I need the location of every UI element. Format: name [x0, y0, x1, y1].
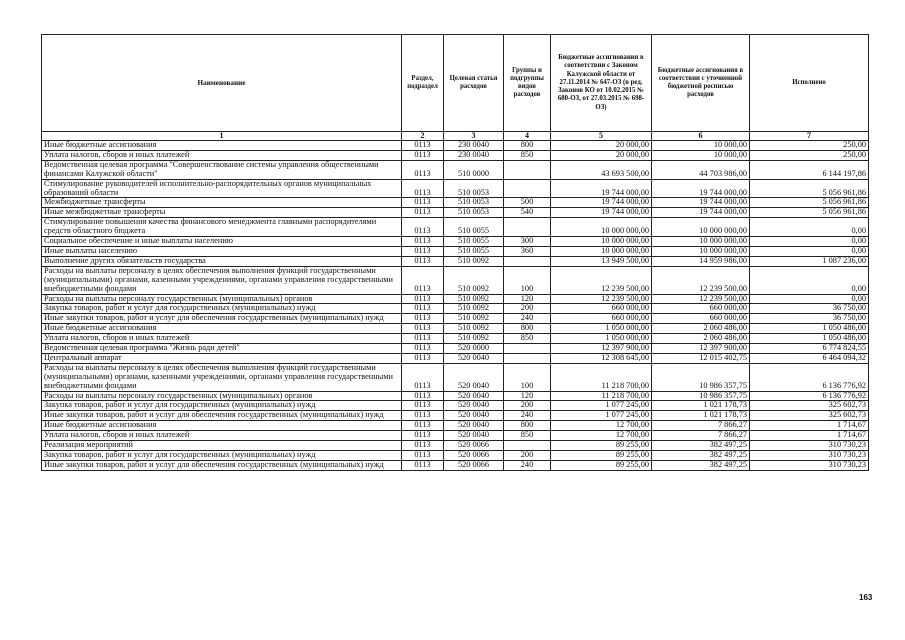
table-row: [42, 441, 869, 451]
row-group: 800: [504, 421, 551, 431]
column-number: 2: [402, 132, 444, 141]
row-name: Иные межбюджетные трансферты: [42, 208, 402, 218]
row-refined-amount: 12 239 500,00: [652, 294, 750, 304]
row-executed-amount: 6 136 776,92: [750, 391, 869, 401]
row-section: 0113: [402, 353, 444, 363]
row-name: Иные закупки товаров, работ и услуг для обеспечения государственных (муниципальных) нужд: [42, 314, 402, 324]
row-name: Социальное обеспечение и иные выплаты населению: [42, 237, 402, 247]
row-refined-amount: 10 000,00: [652, 150, 750, 160]
row-law-amount: 10 000 000,00: [551, 237, 652, 247]
column-number: 3: [444, 132, 504, 141]
row-law-amount: 660 000,00: [551, 314, 652, 324]
row-target: 510 0092: [444, 256, 504, 266]
row-group: 200: [504, 451, 551, 461]
row-section: 0113: [402, 421, 444, 431]
row-executed-amount: 1 714,67: [750, 421, 869, 431]
row-refined-amount: 2 060 486,00: [652, 324, 750, 334]
row-name: Центральный аппарат: [42, 353, 402, 363]
row-refined-amount: 10 000 000,00: [652, 218, 750, 237]
table-row: [42, 421, 869, 431]
row-group: 850: [504, 431, 551, 441]
header-law-allocations: Бюджетные ассигнования в соответствии с Законом Калужской области от 27.11.2014 № 647-ОЗ (в ред. Законов КО от 10.02.2015 № 680-ОЗ, от 27.03.2015 № 698-ОЗ): [551, 35, 652, 132]
row-executed-amount: 6 136 776,92: [750, 363, 869, 391]
row-section: 0113: [402, 246, 444, 256]
row-executed-amount: 310 730,23: [750, 460, 869, 470]
table-row: [42, 401, 869, 411]
row-name: Ведомственная целевая программа "Совершенствование системы управления общественными финансами Калужской области": [42, 160, 402, 179]
row-target: 520 0066: [444, 441, 504, 451]
row-refined-amount: 10 986 357,75: [652, 391, 750, 401]
column-number: 6: [652, 132, 750, 141]
row-section: 0113: [402, 198, 444, 208]
row-executed-amount: 5 056 961,86: [750, 208, 869, 218]
row-name: Закупка товаров, работ и услуг для государственных (муниципальных) нужд: [42, 451, 402, 461]
row-executed-amount: 250,00: [750, 150, 869, 160]
row-executed-amount: 1 714,67: [750, 431, 869, 441]
row-law-amount: 12 700,00: [551, 421, 652, 431]
table-row: [42, 411, 869, 421]
header-group: Группы и подгруппы видов расходов: [504, 35, 551, 132]
table-header-row: [42, 35, 869, 132]
row-name: Ведомственная целевая программа "Жизнь ради детей": [42, 344, 402, 354]
row-law-amount: 43 693 500,00: [551, 160, 652, 179]
row-law-amount: 1 077 245,00: [551, 401, 652, 411]
row-group: [504, 160, 551, 179]
row-refined-amount: 7 866,27: [652, 431, 750, 441]
row-name: Стимулирование руководителей исполнительно-распорядительных органов муниципальных образований области: [42, 179, 402, 198]
row-executed-amount: 1 050 486,00: [750, 334, 869, 344]
table-row: [42, 391, 869, 401]
row-target: 230 0040: [444, 141, 504, 151]
row-target: 510 0053: [444, 179, 504, 198]
row-group: 100: [504, 363, 551, 391]
row-section: 0113: [402, 314, 444, 324]
row-target: 520 0040: [444, 431, 504, 441]
table-row: [42, 324, 869, 334]
row-group: 540: [504, 208, 551, 218]
row-name: Уплата налогов, сборов и иных платежей: [42, 334, 402, 344]
row-name: Уплата налогов, сборов и иных платежей: [42, 150, 402, 160]
column-number-row: [42, 132, 869, 141]
row-refined-amount: 44 703 986,00: [652, 160, 750, 179]
row-refined-amount: 10 986 357,75: [652, 363, 750, 391]
row-name: Расходы на выплаты персоналу государственных (муниципальных) органов: [42, 294, 402, 304]
row-executed-amount: 1 087 236,00: [750, 256, 869, 266]
row-section: 0113: [402, 160, 444, 179]
table-row: [42, 451, 869, 461]
row-group: 100: [504, 266, 551, 294]
row-refined-amount: 382 497,25: [652, 441, 750, 451]
row-refined-amount: 10 000 000,00: [652, 237, 750, 247]
row-group: 850: [504, 334, 551, 344]
row-section: 0113: [402, 451, 444, 461]
header-section: Раздел, подраздел: [402, 35, 444, 132]
row-group: 360: [504, 246, 551, 256]
row-target: 520 0066: [444, 451, 504, 461]
row-section: 0113: [402, 179, 444, 198]
row-law-amount: 89 255,00: [551, 451, 652, 461]
row-executed-amount: 0,00: [750, 218, 869, 237]
row-name: Расходы на выплаты персоналу в целях обеспечения выполнения функций государственными (муниципальными) органами, казенными учреждениями, органами управления государственными внебюджетными фондами: [42, 266, 402, 294]
row-executed-amount: 0,00: [750, 246, 869, 256]
row-refined-amount: 7 866,27: [652, 421, 750, 431]
table-row: [42, 431, 869, 441]
row-refined-amount: 12 397 900,00: [652, 344, 750, 354]
row-refined-amount: 382 497,25: [652, 460, 750, 470]
row-executed-amount: 310 730,23: [750, 441, 869, 451]
row-name: Закупка товаров, работ и услуг для государственных (муниципальных) нужд: [42, 304, 402, 314]
row-law-amount: 10 000 000,00: [551, 246, 652, 256]
row-section: 0113: [402, 237, 444, 247]
row-law-amount: 89 255,00: [551, 441, 652, 451]
row-target: 510 0000: [444, 160, 504, 179]
row-name: Иные бюджетные ассигнования: [42, 324, 402, 334]
table-row: [42, 304, 869, 314]
row-executed-amount: 250,00: [750, 141, 869, 151]
header-refined-allocations: Бюджетные ассигнования в соответствии с уточненной бюджетной росписью расходов: [652, 35, 750, 132]
row-executed-amount: 6 144 197,86: [750, 160, 869, 179]
budget-table: [41, 34, 869, 471]
table-row: [42, 294, 869, 304]
row-target: 510 0055: [444, 218, 504, 237]
row-executed-amount: 36 750,00: [750, 314, 869, 324]
table-row: [42, 150, 869, 160]
row-law-amount: 10 000 000,00: [551, 218, 652, 237]
row-section: 0113: [402, 441, 444, 451]
row-law-amount: 19 744 000,00: [551, 208, 652, 218]
row-group: 500: [504, 198, 551, 208]
row-target: 510 0053: [444, 208, 504, 218]
row-target: 520 0066: [444, 460, 504, 470]
row-target: 510 0092: [444, 304, 504, 314]
page-number: 163: [859, 593, 873, 602]
row-law-amount: 1 050 000,00: [551, 334, 652, 344]
row-law-amount: 20 000,00: [551, 141, 652, 151]
row-refined-amount: 14 959 986,00: [652, 256, 750, 266]
row-name: Реализация мероприятий: [42, 441, 402, 451]
row-law-amount: 1 077 245,00: [551, 411, 652, 421]
table-row: [42, 344, 869, 354]
row-law-amount: 12 239 500,00: [551, 266, 652, 294]
row-section: 0113: [402, 401, 444, 411]
row-refined-amount: 19 744 000,00: [652, 179, 750, 198]
row-law-amount: 19 744 000,00: [551, 198, 652, 208]
row-group: 240: [504, 460, 551, 470]
table-row: [42, 198, 869, 208]
row-target: 510 0092: [444, 324, 504, 334]
table-row: [42, 353, 869, 363]
row-executed-amount: 1 050 486,00: [750, 324, 869, 334]
row-target: 510 0092: [444, 266, 504, 294]
row-name: Иные бюджетные ассигнования: [42, 421, 402, 431]
row-target: 510 0053: [444, 198, 504, 208]
row-name: Иные бюджетные ассигнования: [42, 141, 402, 151]
row-section: 0113: [402, 208, 444, 218]
row-section: 0113: [402, 294, 444, 304]
column-number: 7: [750, 132, 869, 141]
row-refined-amount: 12 239 500,00: [652, 266, 750, 294]
row-section: 0113: [402, 218, 444, 237]
row-name: Уплата налогов, сборов и иных платежей: [42, 431, 402, 441]
row-executed-amount: 0,00: [750, 294, 869, 304]
row-target: 230 0040: [444, 150, 504, 160]
row-law-amount: 1 050 000,00: [551, 324, 652, 334]
header-target: Целевая статья расходов: [444, 35, 504, 132]
table-row: [42, 363, 869, 391]
row-law-amount: 89 255,00: [551, 460, 652, 470]
row-section: 0113: [402, 266, 444, 294]
row-group: 120: [504, 294, 551, 304]
row-name: Межбюджетные трансферты: [42, 198, 402, 208]
row-executed-amount: 6 774 824,55: [750, 344, 869, 354]
row-law-amount: 19 744 000,00: [551, 179, 652, 198]
row-group: 800: [504, 324, 551, 334]
row-group: 300: [504, 237, 551, 247]
row-executed-amount: 0,00: [750, 237, 869, 247]
row-section: 0113: [402, 363, 444, 391]
column-number: 1: [42, 132, 402, 141]
row-executed-amount: 5 056 961,86: [750, 198, 869, 208]
row-target: 510 0092: [444, 334, 504, 344]
row-refined-amount: 19 744 000,00: [652, 208, 750, 218]
row-section: 0113: [402, 304, 444, 314]
table-row: [42, 160, 869, 179]
row-target: 520 0040: [444, 353, 504, 363]
row-section: 0113: [402, 431, 444, 441]
row-executed-amount: 325 602,73: [750, 401, 869, 411]
budget-report-sheet: [41, 34, 868, 471]
row-law-amount: 12 700,00: [551, 431, 652, 441]
row-law-amount: 11 218 700,00: [551, 391, 652, 401]
row-target: 510 0092: [444, 294, 504, 304]
row-refined-amount: 660 000,00: [652, 314, 750, 324]
row-executed-amount: 5 056 961,86: [750, 179, 869, 198]
row-section: 0113: [402, 411, 444, 421]
row-target: 520 0040: [444, 401, 504, 411]
row-name: Расходы на выплаты персоналу государственных (муниципальных) органов: [42, 391, 402, 401]
row-group: 850: [504, 150, 551, 160]
row-target: 520 0040: [444, 363, 504, 391]
table-row: [42, 218, 869, 237]
row-refined-amount: 12 015 402,75: [652, 353, 750, 363]
row-target: 510 0055: [444, 246, 504, 256]
row-section: 0113: [402, 324, 444, 334]
row-law-amount: 12 239 500,00: [551, 294, 652, 304]
row-group: [504, 353, 551, 363]
row-refined-amount: 1 021 178,73: [652, 401, 750, 411]
table-row: [42, 179, 869, 198]
row-refined-amount: 19 744 000,00: [652, 198, 750, 208]
row-executed-amount: 325 602,73: [750, 411, 869, 421]
column-number: 4: [504, 132, 551, 141]
row-section: 0113: [402, 150, 444, 160]
row-target: 520 0000: [444, 344, 504, 354]
column-number: 5: [551, 132, 652, 141]
table-row: [42, 460, 869, 470]
row-law-amount: 660 000,00: [551, 304, 652, 314]
row-law-amount: 12 397 900,00: [551, 344, 652, 354]
row-name: Закупка товаров, работ и услуг для государственных (муниципальных) нужд: [42, 401, 402, 411]
row-law-amount: 13 949 500,00: [551, 256, 652, 266]
row-group: [504, 441, 551, 451]
table-row: [42, 141, 869, 151]
row-law-amount: 11 218 700,00: [551, 363, 652, 391]
row-refined-amount: 2 060 486,00: [652, 334, 750, 344]
row-executed-amount: 36 750,00: [750, 304, 869, 314]
row-name: Иные закупки товаров, работ и услуг для обеспечения государственных (муниципальных) нужд: [42, 460, 402, 470]
row-group: 120: [504, 391, 551, 401]
row-section: 0113: [402, 334, 444, 344]
row-target: 520 0040: [444, 411, 504, 421]
header-executed: Исполнено: [750, 35, 869, 132]
table-row: [42, 266, 869, 294]
row-group: 240: [504, 314, 551, 324]
row-group: [504, 179, 551, 198]
row-section: 0113: [402, 460, 444, 470]
row-target: 510 0092: [444, 314, 504, 324]
row-law-amount: 20 000,00: [551, 150, 652, 160]
row-group: [504, 344, 551, 354]
table-row: [42, 208, 869, 218]
row-name: Стимулирование повышения качества финансового менеджмента главными распорядителями средств областного бюджета: [42, 218, 402, 237]
row-target: 520 0040: [444, 391, 504, 401]
row-executed-amount: 6 464 094,32: [750, 353, 869, 363]
row-group: [504, 218, 551, 237]
header-name: Наименование: [42, 35, 402, 132]
table-row: [42, 246, 869, 256]
table-row: [42, 256, 869, 266]
table-row: [42, 237, 869, 247]
row-refined-amount: 1 021 178,73: [652, 411, 750, 421]
row-name: Расходы на выплаты персоналу в целях обеспечения выполнения функций государственными (муниципальными) органами, казенными учреждениями, органами управления государственными внебюджетными фондами: [42, 363, 402, 391]
row-group: 200: [504, 401, 551, 411]
row-section: 0113: [402, 141, 444, 151]
row-name: Иные закупки товаров, работ и услуг для обеспечения государственных (муниципальных) нужд: [42, 411, 402, 421]
row-section: 0113: [402, 256, 444, 266]
row-section: 0113: [402, 344, 444, 354]
row-executed-amount: 310 730,23: [750, 451, 869, 461]
table-row: [42, 314, 869, 324]
row-refined-amount: 10 000,00: [652, 141, 750, 151]
row-refined-amount: 10 000 000,00: [652, 246, 750, 256]
row-group: 240: [504, 411, 551, 421]
row-name: Выполнение других обязательств государства: [42, 256, 402, 266]
row-target: 520 0040: [444, 421, 504, 431]
row-target: 510 0055: [444, 237, 504, 247]
row-executed-amount: 0,00: [750, 266, 869, 294]
row-section: 0113: [402, 391, 444, 401]
row-law-amount: 12 308 645,00: [551, 353, 652, 363]
row-refined-amount: 382 497,25: [652, 451, 750, 461]
row-name: Иные выплаты населению: [42, 246, 402, 256]
row-refined-amount: 660 000,00: [652, 304, 750, 314]
row-group: 200: [504, 304, 551, 314]
table-row: [42, 334, 869, 344]
row-group: [504, 256, 551, 266]
row-group: 800: [504, 141, 551, 151]
